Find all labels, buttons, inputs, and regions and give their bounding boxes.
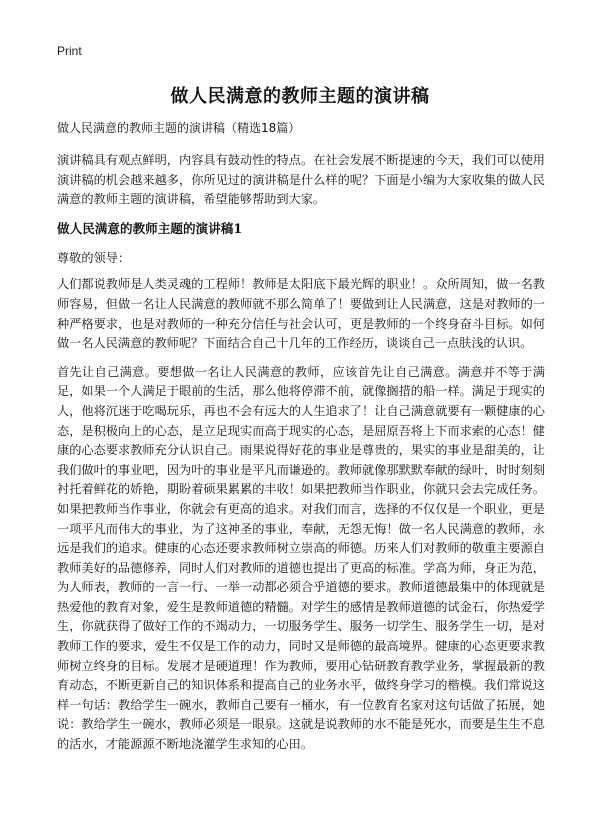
document-subtitle: 做人民满意的教师主题的演讲稿（精选18篇） (57, 121, 301, 135)
body-paragraph-2: 首先让自己满意。要想做一名让人民满意的教师，应该首先让自己满意。满意并不等于满足，如果一个人满足于眼前的生活，那么他将停滞不前，就像搁措的船一样。满足于现实的人，他将沉迷于吃喝玩乐，再也不会有远大的人生追求了！让自己满意就要有一颗健康的心态，是积极向上的心态，是立足现实而高于现实的心态，是屈原吾将上下而求索的心态！健康的心态要求教师充分认识自己。雨果说得好花的事业是尊贵的，果实的事业是甜美的，让我们做叶的事业吧，因为叶的事业是平凡而谦逊的。教师就像那默默奉献的绿叶，时时刻刻衬托着鲜花的娇艳，期盼着硕果累累的丰收！如果把教师当作职业，你就只会去完成任务。如果把教师当作事业，你就会有更高的追求。对我们而言，选择的不仅仅是一个职业，更是一项平凡而伟大的事业，为了这神圣的事业，奉献，无怨无悔！做一名人民满意的教师，永远是我们的追求。健康的心态还要求教师树立崇高的师德。历来人们对教师的敬重主要源自教师美好的品德修养，同时人们对教师的道德也提出了更高的标准。学高为师，身正为范，为人师表，教师的一言一行、一举一动都必须合乎道德的要求。教师道德最集中的体现就是热爱他的教育对象，爱生是教师道德的精髓。对学生的感情是教师道德的试金石，你热爱学生，你就获得了做好工作的不竭动力，一切服务学生、服务一切学生、服务学生一切，是对教师工作的要求，爱生不仅是工作的动力，同时又是师德的最高境界。健康的心态更要求教师树立终身的目标。发展才是硬道理！作为教师，要用心钻研教育教学业务，掌握最新的教育动态，不断更新自己的知识体系和提高自己的业务水平，做终身学习的楷模。我们常说这样一句话：教给学生一碗水，教师自己要有一桶水，有一位教育名家对这句话做了拓展，她说：教给学生一碗水，教师必须是一眼泉。这就是说教师的水不能是死水，而要是生生不息的活水，才能源源不断地浇灌学生求知的心田。 (57, 364, 545, 752)
page-title: 做人民满意的教师主题的演讲稿 (170, 86, 430, 107)
body-paragraph-1: 人们都说教师是人类灵魂的工程师！教师是太阳底下最光辉的职业！。众所周知，做一名教师容易，但做一名让人民满意的教师就不那么简单了！要做到让人民满意，这是对教师的一种严格要求，也是对教师的一种充分信任与社会认可，更是教师的一个终身奋斗目标。如何做一名人民满意的教师呢？下面结合自己十几年的工作经历，谈谈自己一点肤浅的认识。 (57, 277, 545, 351)
section-heading: 做人民满意的教师主题的演讲稿1 (57, 220, 243, 236)
document-body (57, 119, 545, 764)
intro-paragraph: 演讲稿具有观点鲜明，内容具有鼓动性的特点。在社会发展不断提速的今天，我们可以使用演讲稿的机会越来越多，你所见过的演讲稿是什么样的呢？下面是小编为大家收集的做人民满意的教师主题的演讲稿，希望能够帮助到大家。 (57, 153, 545, 207)
greeting-line: 尊敬的领导： (57, 250, 131, 265)
print-link[interactable]: Print (57, 44, 82, 58)
